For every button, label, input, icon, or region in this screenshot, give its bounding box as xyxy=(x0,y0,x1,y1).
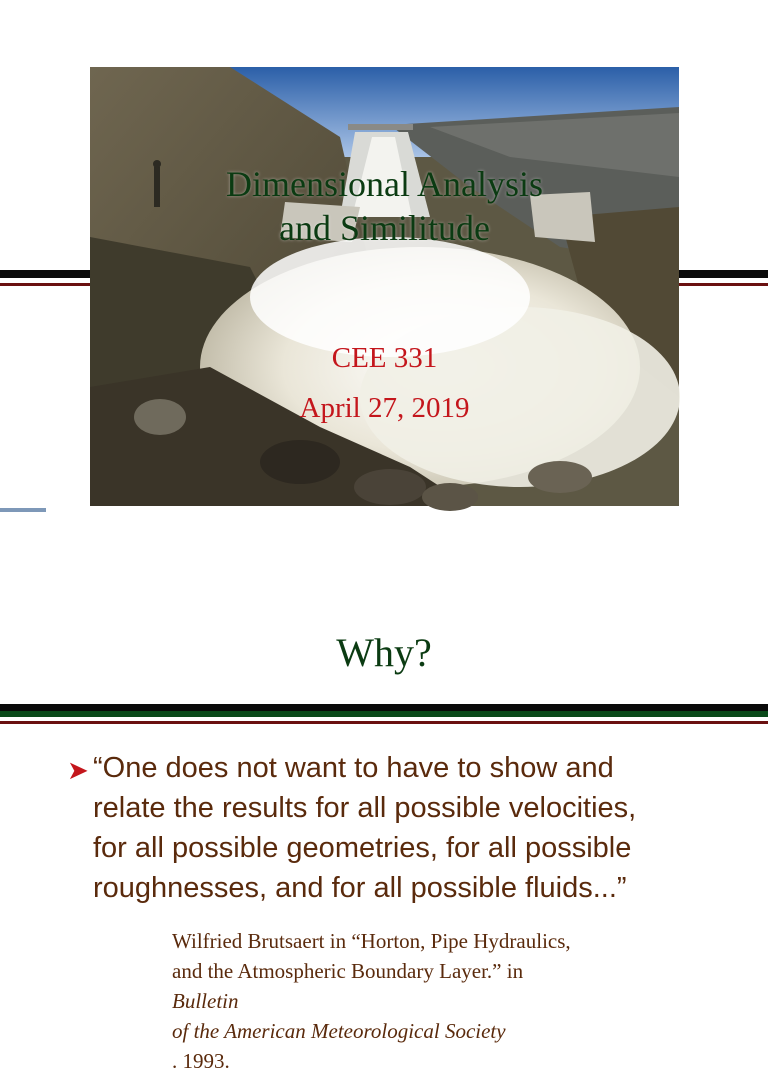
quote-line: for all possible geometries, for all possible xyxy=(93,832,632,864)
citation-line-2 xyxy=(172,956,732,1016)
quote-line: relate the results for all possible velocities, xyxy=(93,792,637,824)
citation-text: and the Atmospheric Boundary Layer.” in xyxy=(172,959,524,983)
course-code: CEE 331 xyxy=(331,342,438,374)
citation-year: . 1993. xyxy=(172,1049,230,1073)
rule-green xyxy=(0,711,768,717)
slide-heading: Why? xyxy=(336,630,432,675)
citation-line-1: Wilfried Brutsaert in “Horton, Pipe Hydraulics, xyxy=(172,929,571,953)
journal-name: of the American Meteorological Society xyxy=(172,1019,506,1043)
quote-line: roughnesses, and for all possible fluids...” xyxy=(93,872,627,904)
lecture-date: April 27, 2019 xyxy=(299,392,470,424)
rule-maroon xyxy=(0,721,768,724)
journal-name: Bulletin xyxy=(172,989,239,1013)
quote-text xyxy=(93,748,733,908)
slide-title xyxy=(90,162,679,250)
spillway-photo xyxy=(90,67,679,506)
citation-line-3 xyxy=(172,1016,732,1076)
title-line-2: and Similitude xyxy=(279,208,490,248)
quote-line: “One does not want to have to show and xyxy=(93,752,614,784)
rule-black xyxy=(0,704,768,711)
arrow-bullet-icon: ➤ xyxy=(67,756,89,785)
citation xyxy=(172,926,732,1076)
course-info xyxy=(90,333,679,433)
title-line-1: Dimensional Analysis xyxy=(226,164,543,204)
why-slide xyxy=(0,512,768,1073)
title-slide xyxy=(0,0,768,512)
